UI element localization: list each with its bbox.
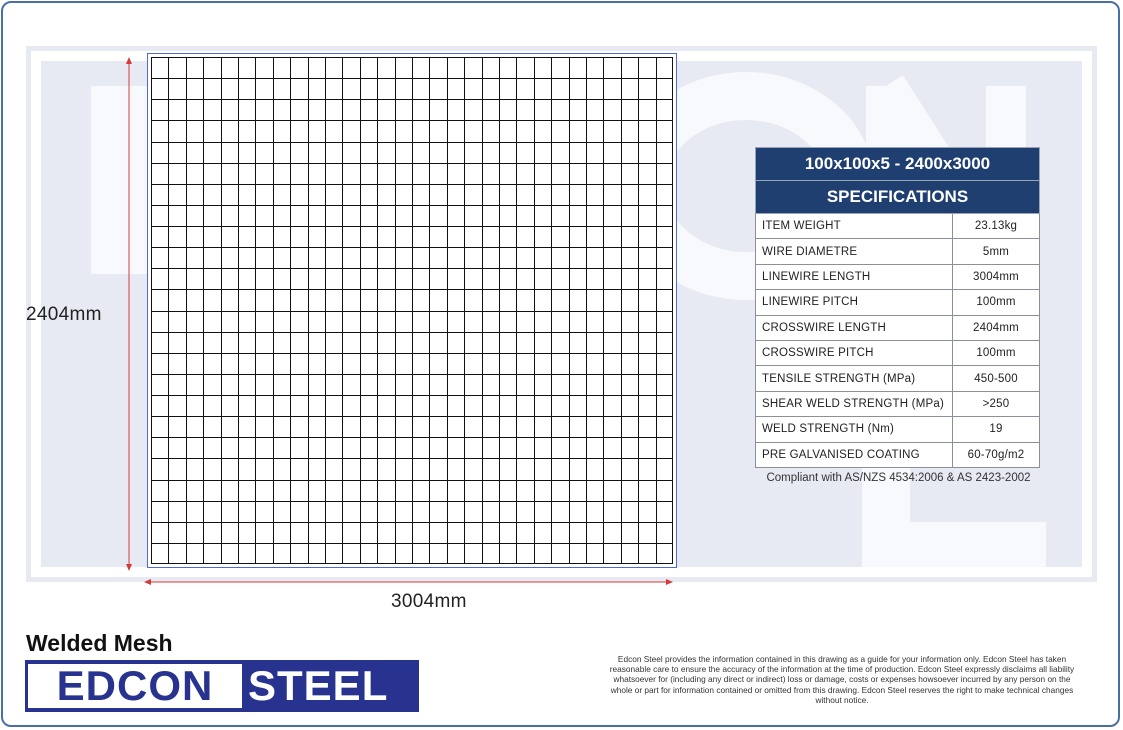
edcon-steel-logo <box>25 660 419 712</box>
spec-label: PRE GALVANISED COATING <box>756 442 953 467</box>
spec-value: 100mm <box>953 290 1040 315</box>
spec-label: LINEWIRE LENGTH <box>756 264 953 289</box>
table-row <box>756 442 1040 467</box>
spec-value: 2404mm <box>953 315 1040 340</box>
table-row <box>756 264 1040 289</box>
spec-title: 100x100x5 - 2400x3000 <box>756 148 1040 181</box>
spec-value: 100mm <box>953 340 1040 365</box>
spec-label: ITEM WEIGHT <box>756 214 953 239</box>
table-row <box>756 417 1040 442</box>
spec-label: TENSILE STRENGTH (MPa) <box>756 366 953 391</box>
logo-steel-text: STEEL <box>248 662 389 709</box>
product-name: Welded Mesh <box>26 630 173 656</box>
spec-value: 3004mm <box>953 264 1040 289</box>
table-row <box>756 239 1040 264</box>
spec-value: 5mm <box>953 239 1040 264</box>
spec-label: CROSSWIRE LENGTH <box>756 315 953 340</box>
spec-subtitle: SPECIFICATIONS <box>756 181 1040 214</box>
table-row <box>756 315 1040 340</box>
spec-label: CROSSWIRE PITCH <box>756 340 953 365</box>
spec-label: LINEWIRE PITCH <box>756 290 953 315</box>
spec-value: 450-500 <box>953 366 1040 391</box>
spec-value: 23.13kg <box>953 214 1040 239</box>
width-dimension-label: 3004mm <box>391 591 467 612</box>
compliance-note: Compliant with AS/NZS 4534:2006 & AS 2423-2002 <box>766 472 1031 484</box>
specifications-table <box>755 147 1040 468</box>
mesh-panel <box>147 53 677 568</box>
table-row <box>756 366 1040 391</box>
spec-label: WELD STRENGTH (Nm) <box>756 417 953 442</box>
spec-value: 60-70g/m2 <box>953 442 1040 467</box>
logo-edcon-text: EDCON <box>28 664 242 708</box>
spec-label: SHEAR WELD STRENGTH (MPa) <box>756 391 953 416</box>
table-row <box>756 391 1040 416</box>
spec-value: 19 <box>953 417 1040 442</box>
mesh-grid <box>151 57 673 564</box>
table-row <box>756 340 1040 365</box>
table-row <box>756 290 1040 315</box>
spec-value: >250 <box>953 391 1040 416</box>
height-dimension-label: 2404mm <box>26 304 102 325</box>
disclaimer-text: Edcon Steel provides the information contained in this drawing as a guide for your information only. Edcon Steel has taken reasonable care to ensure the accuracy of the information at the time of production. Edcon Steel expressly disclaims all liability whatsoever for (including any direct or indirect) loss or damage, costs or expenses howsoever incurred by any person on the whole or part for information contained or omitted from this drawing. Edcon Steel reserves the right to make technical changes without notice. <box>609 654 1075 705</box>
table-row <box>756 214 1040 239</box>
spec-label: WIRE DIAMETRE <box>756 239 953 264</box>
